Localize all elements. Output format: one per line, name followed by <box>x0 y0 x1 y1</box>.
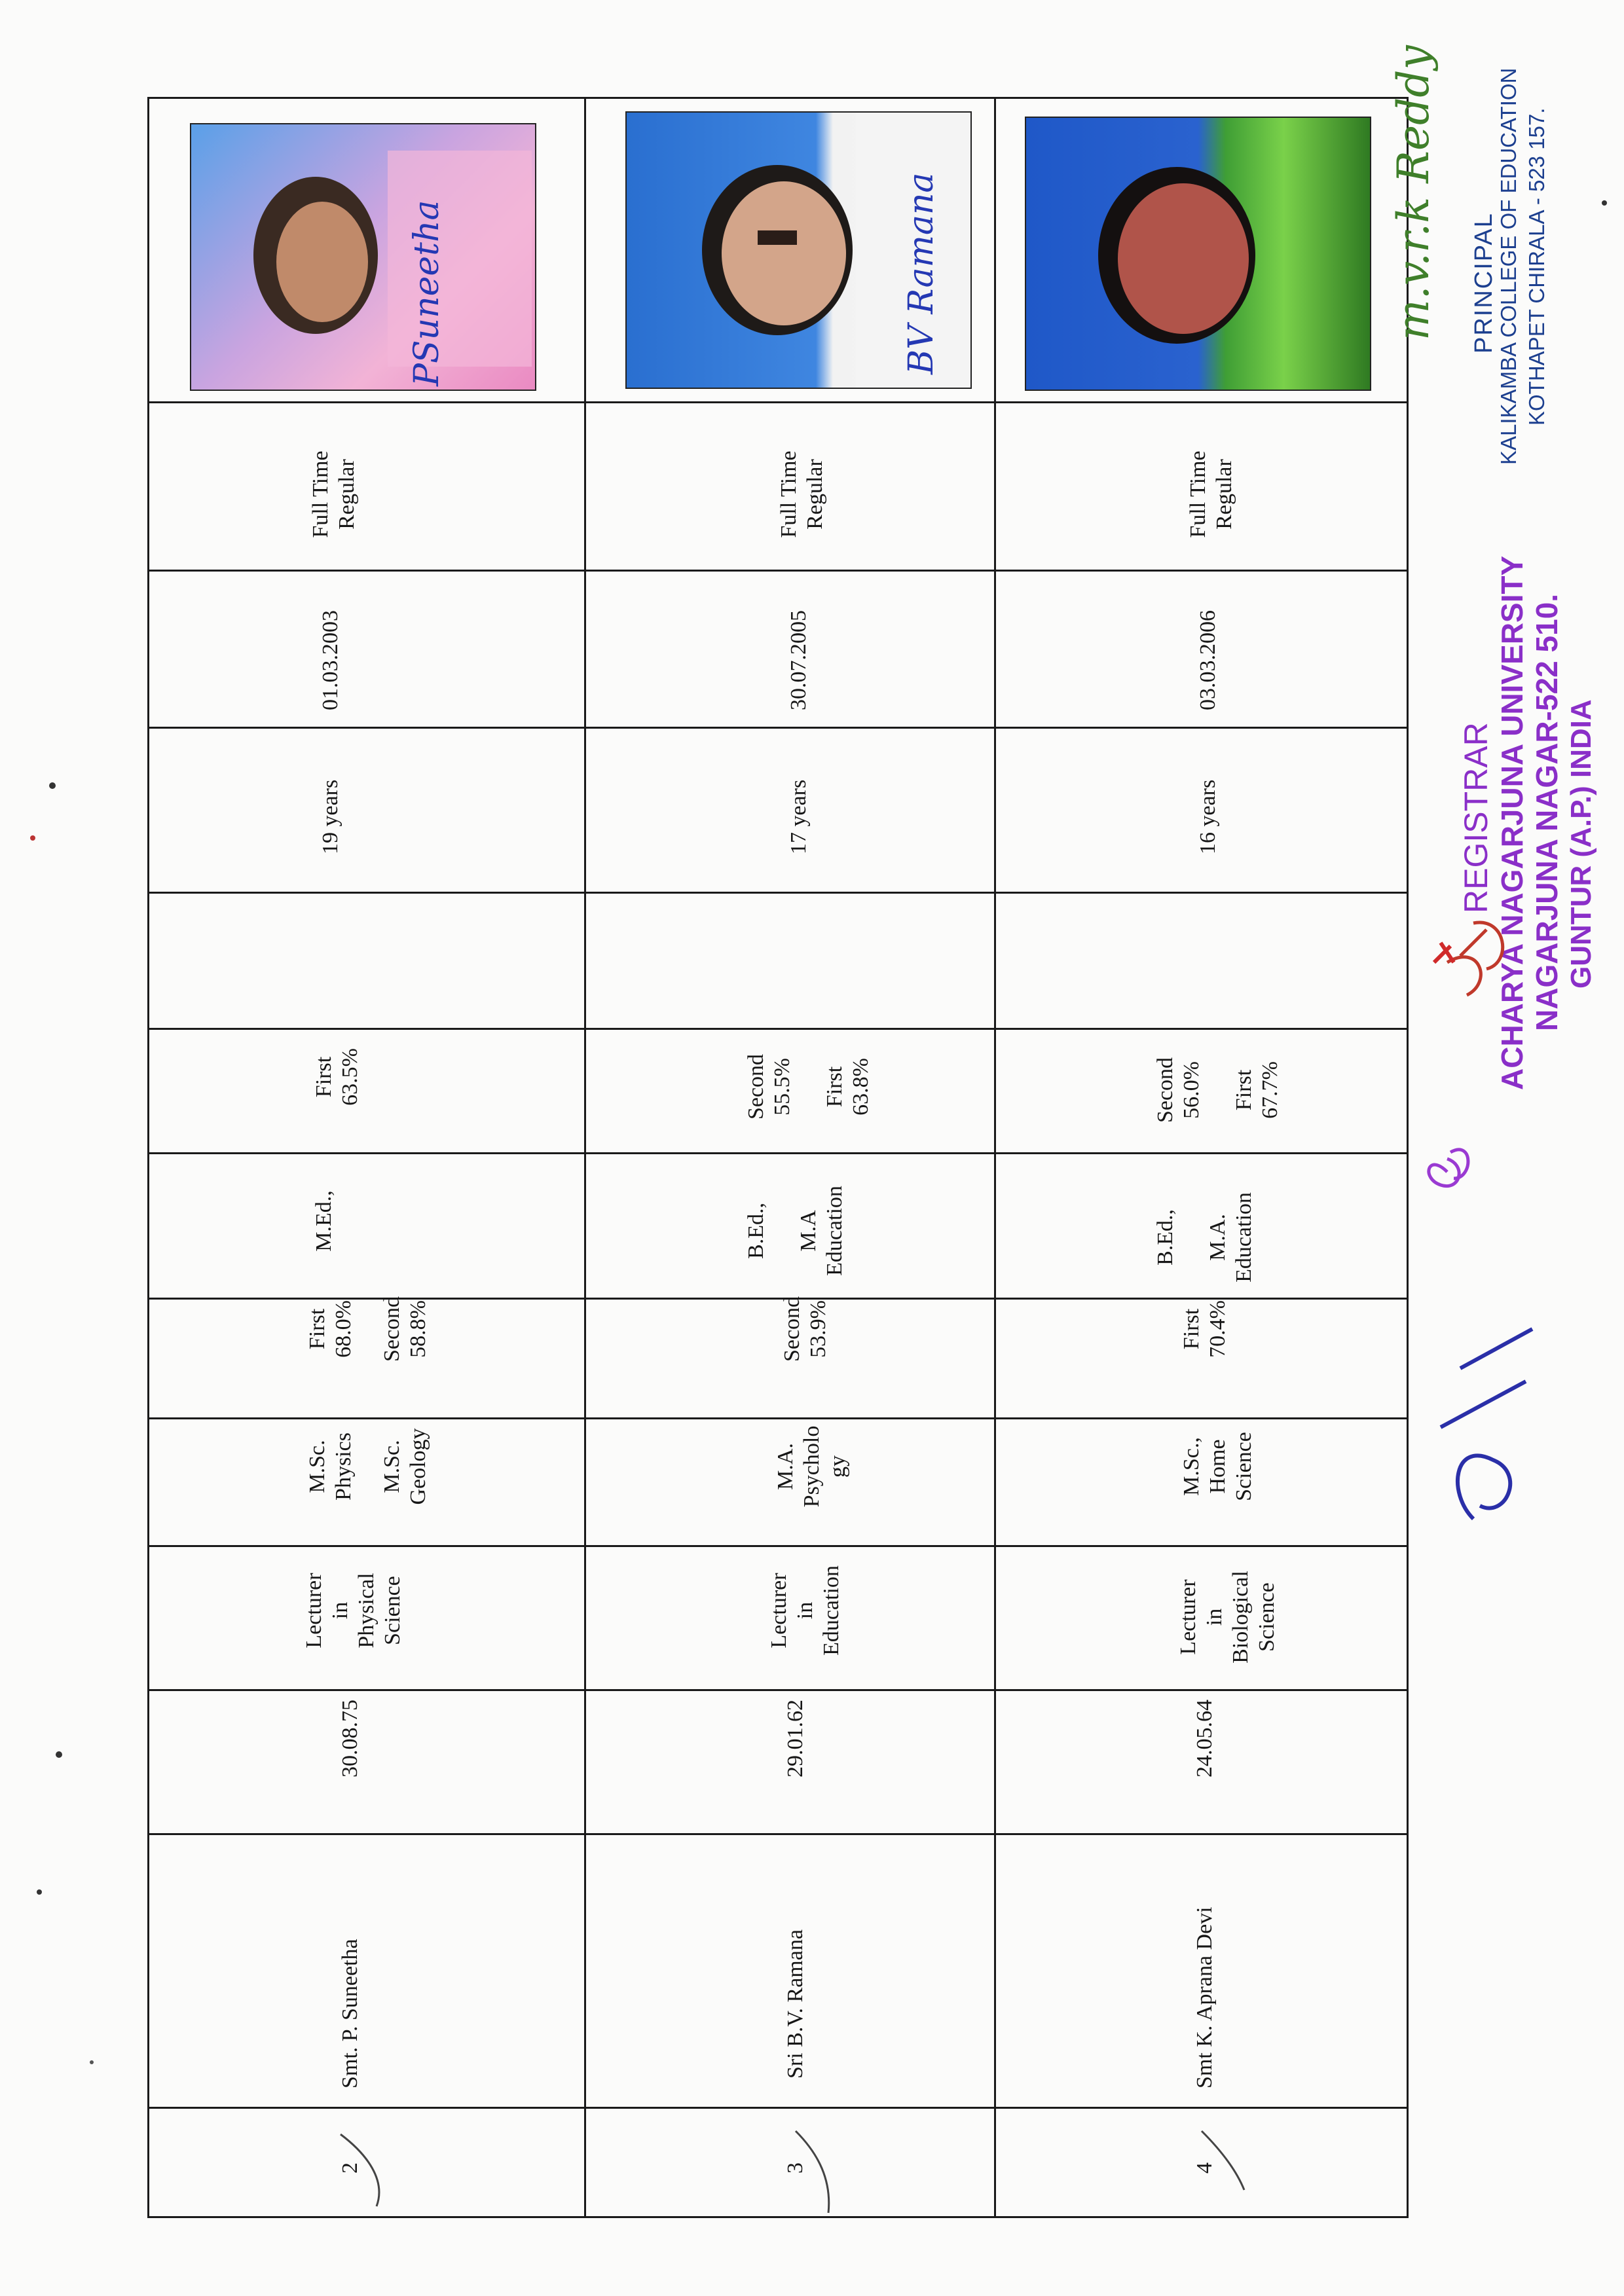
date-of-birth: 30.08.75 <box>338 1700 362 1777</box>
designation: Lecturer in Education <box>767 1565 843 1656</box>
registrar-line1: ACHARYA NAGARJUNA UNIVERSITY <box>1495 555 1529 1090</box>
nature-of-appointment: Full Time Regular <box>777 450 827 538</box>
staff-name: Sri B.V. Ramana <box>783 1929 807 2079</box>
staff-name: Smt K. Aprana Devi <box>1192 1906 1217 2088</box>
ed-class: Second 55.5% First 63.8% <box>744 1053 873 1120</box>
serial-number: 3 <box>783 2162 807 2174</box>
date-of-birth: 29.01.62 <box>783 1700 807 1777</box>
pg-class: Second 53.9% <box>780 1296 830 1362</box>
registrar-line2: NAGARJUNA NAGAR-522 510. <box>1530 593 1564 1031</box>
date-of-joining: 01.03.2003 <box>318 610 342 710</box>
pg-qualification: M.A. Psycholo gy <box>773 1425 850 1508</box>
pg-class: First 70.4% <box>1179 1300 1230 1358</box>
principal-line2: KOTHAPET CHIRALA - 523 157. <box>1524 107 1549 426</box>
serial-number: 2 <box>338 2162 362 2174</box>
designation: Lecturer in Biological Science <box>1176 1571 1279 1664</box>
principal-line1: KALIKAMBA COLLEGE OF EDUCATION <box>1496 67 1521 465</box>
ed-qualification: B.Ed., M.A Education <box>744 1186 847 1276</box>
photo-signature: BV Ramana <box>902 172 941 374</box>
experience: 17 years <box>786 779 811 854</box>
pg-qualification: M.Sc. Physics M.Sc. Geology <box>305 1428 430 1505</box>
photo-signature: PSuneetha <box>407 200 447 386</box>
nature-of-appointment: Full Time Regular <box>1186 450 1236 538</box>
ed-qualification: B.Ed., M.A. Education <box>1153 1192 1256 1283</box>
date-of-joining: 30.07.2005 <box>786 610 811 710</box>
principal-signature: m.v.r.k Reddy <box>1388 45 1439 340</box>
principal-title: PRINCIPAL <box>1470 212 1498 354</box>
staff-name: Smt. P. Suneetha <box>338 1939 362 2088</box>
designation: Lecturer in Physical Science <box>302 1573 405 1649</box>
pg-class: First 68.0% Second 58.8% <box>305 1296 430 1362</box>
registrar-line3: GUNTUR (A.P.) INDIA <box>1565 699 1597 989</box>
serial-number: 4 <box>1192 2162 1217 2174</box>
date-of-joining: 03.03.2006 <box>1196 610 1220 710</box>
ed-class: Second 56.0% First 67.7% <box>1153 1057 1282 1123</box>
nature-of-appointment: Full Time Regular <box>308 450 359 538</box>
ed-class: First 63.5% <box>312 1048 362 1106</box>
date-of-birth: 24.05.64 <box>1192 1700 1217 1777</box>
ed-qualification: M.Ed., <box>312 1190 336 1252</box>
experience: 19 years <box>318 779 342 854</box>
pg-qualification: M.Sc., Home Science <box>1179 1432 1256 1501</box>
registrar-title: REGISTRAR <box>1458 722 1494 913</box>
experience: 16 years <box>1196 779 1220 854</box>
